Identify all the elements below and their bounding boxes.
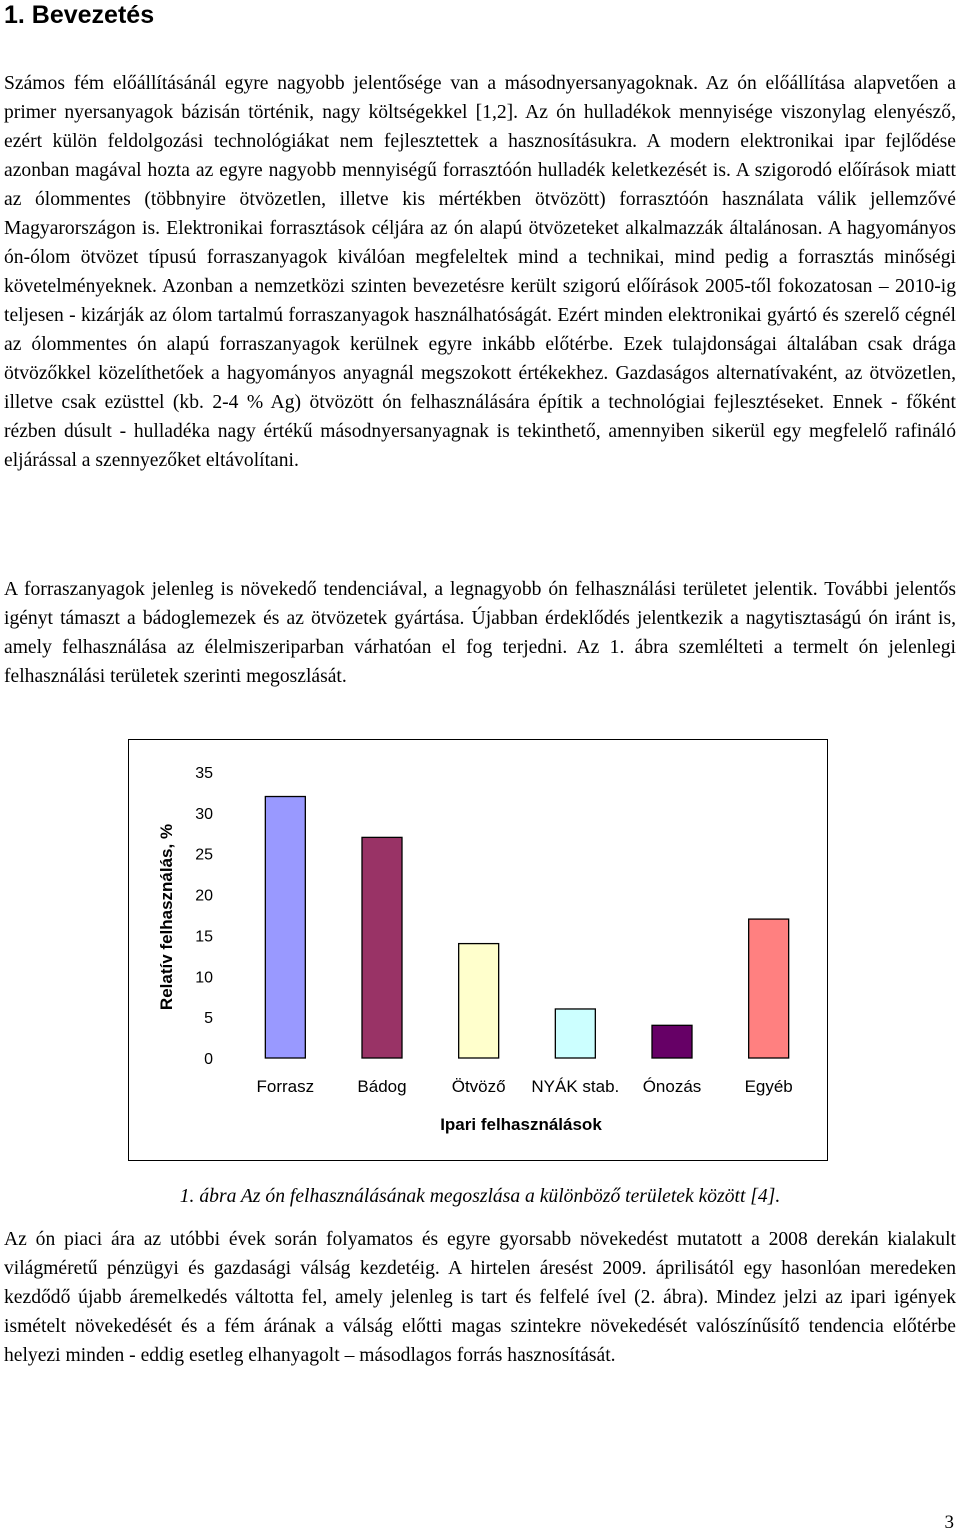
- x-axis-label: Ipari felhasználások: [440, 1115, 602, 1134]
- bar-4: [555, 1009, 595, 1058]
- figure-caption: 1. ábra Az ón felhasználásának megoszlása a különböző területek között [4].: [179, 1186, 781, 1207]
- y-tick-label: 20: [195, 887, 213, 905]
- y-tick-label: 25: [195, 846, 213, 864]
- bar-2: [362, 837, 402, 1058]
- y-axis-label: Relatív felhasználás, %: [157, 823, 176, 1011]
- bar-5: [652, 1025, 692, 1058]
- y-tick-label: 35: [195, 765, 213, 782]
- bar-6: [749, 919, 789, 1058]
- y-tick-label: 15: [195, 928, 213, 946]
- x-tick-label: Egyéb: [744, 1077, 793, 1096]
- y-tick-label: 0: [204, 1051, 213, 1068]
- paragraph-usage: A forraszanyagok jelenleg is növekedő tendenciával, a legnagyobb ón felhasználási területet jelentik. További jelentős igényt támaszt a bádoglemezek és az ötvözetek gyártása. Újabban érdeklődés jelentkezik a nagytisztaságú ón iránt is, amely felhasználása az élelmiszeriparban várhatóan el fog terjedni. Az 1. ábra szemlélteti a termelt ón jelenlegi felhasználási területek szerinti megoszlását.: [4, 579, 956, 687]
- x-tick-label: NYÁK stab.: [531, 1077, 620, 1096]
- figure-1-chart: [128, 739, 828, 1161]
- paragraph-intro: Számos fém előállításánál egyre nagyobb jelentősége van a másodnyersanyagoknak. Az ón előállítása alapvetően a primer nyersanyagok bázisán történik, nagy költségekkel [1,2]. Az ón hulladékok mennyisége viszonylag elenyésző, ezért külön feldolgozási technológiákat nem fejlesztettek a hasznosításukra. A modern elektronikai ipar fejlődése azonban magával hozta az egyre nagyobb mennyiségű forrasztóón hulladék keletkezését is. A szigorodó előírások miatt az ólommentes (többnyire ötvözetlen, illetve kis mértékben ötvözött) forrasztóón használata válik jellemzővé Magyarországon is. Elektronikai forrasztások céljára az ón alapú ötvözeteket alkalmazzák általánosan. A hagyományos ón-ólom ötvözet típusú forraszanyagok kiválóan megfeleltek mind a technikai, mind pedig a forrasztás minőségi követelményeknek. Azonban a nemzetközi szinten bevezetésre került szigorú előírások 2005-től fokozatosan – 2010-ig teljesen - kizárják az ólom tartalmú forraszanyagok használhatóságát. Ezért minden elektronikai gyártó és szerelő cégnél az ólommentes ón alapú forraszanyagok kerülnek egyre inkább előtérbe. Ezek tulajdonságai általában csak drága ötvözőkkel közelíthetőek a hagyományos anyagnál megszokott értékekhez. Gazdaságos alternatívaként, az ötvözetlen, illetve csak ezüsttel (kb. 2-4 % Ag) ötvözött ón felhasználására építik a technológiai fejlesztéseket. Ennek - főként rézben dúsult - hulladéka nagy értékű másodnyersanyagnak is tekinthető, amennyiben sikerül egy megfelelő rafináló eljárással a szennyezőket eltávolítani.: [4, 73, 956, 471]
- x-tick-label: Forrasz: [256, 1077, 315, 1096]
- paragraph-price: Az ón piaci ára az utóbbi évek során folyamatos és egyre gyorsabb növekedést mutatott a 2008 derekán kialakult világméretű pénzügyi és gazdasági válság kezdetéig. A hirtelen áresést 2009. áprilisától egy hasonlóan meredeken kezdődő újabb áremelkedés váltotta fel, amely jelenleg is tart és felfelé ível (2. ábra). Mindez jelzi az ipari igények ismételt növekedését és a fém árának a válság előtti magas szintekre növekedését valószínűsítő tendencia előtérbe helyezi minden - eddig esetleg elhanyagolt – másodlagos forrás hasznosítását.: [4, 1229, 956, 1366]
- y-tick-label: 5: [204, 1010, 213, 1028]
- bar-chart: [129, 740, 829, 1162]
- bar-3: [459, 944, 499, 1058]
- page-number: 3: [944, 1512, 954, 1533]
- bar-1: [265, 797, 305, 1058]
- y-tick-label: 10: [195, 969, 213, 987]
- x-tick-label: Ötvöző: [451, 1077, 506, 1096]
- x-tick-label: Ónozás: [642, 1077, 702, 1096]
- y-tick-label: 30: [195, 805, 213, 823]
- section-heading: 1. Bevezetés: [4, 1, 155, 29]
- x-tick-label: Bádog: [357, 1077, 407, 1096]
